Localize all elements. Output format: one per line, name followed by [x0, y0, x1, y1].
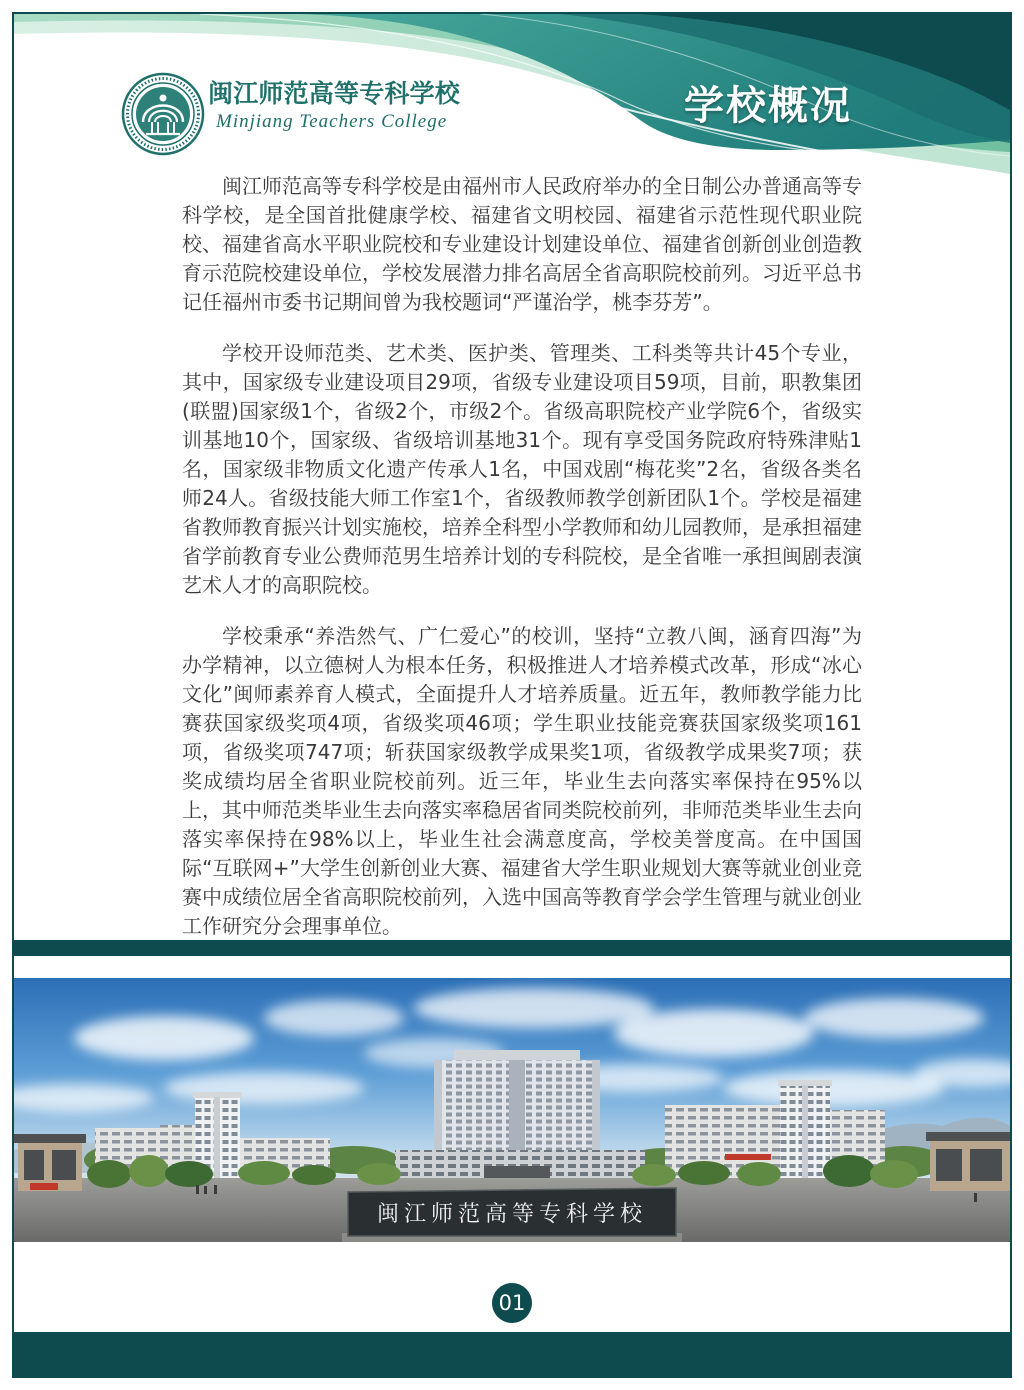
footer-band: [12, 1332, 1012, 1378]
college-logo-icon: [121, 72, 205, 156]
divider-band: [12, 940, 1012, 956]
college-name-chinese: 闽江师范高等专科学校: [208, 79, 461, 108]
stone-sign: [342, 1188, 682, 1242]
overview-paragraph-1: 闽江师范高等专科学校是由福州市人民政府举办的全日制公办普通高等专科学校，是全国首批健康学校、福建省文明校园、福建省示范性现代职业院校、福建省高水平职业院校和专业建设计划建设单位、福建省创新创业创造教育示范院校建设单位，学校发展潜力排名高居全省高职院校前列。习近平总书记任福州市委书记期间曾为我校题词“严谨治学，桃李芬芳”。: [182, 174, 862, 314]
stone-sign-text: 闽江师范高等专科学校: [376, 1202, 648, 1227]
left-gatehouse: [14, 1134, 86, 1191]
overview-paragraph-3: 学校秉承“养浩然气、广仁爱心”的校训，坚持“立教八闽，涵育四海”为办学精神，以立德树人为根本任务，积极推进人才培养模式改革，形成“冰心文化”闽师素养育人模式，全面提升人才培养质量。近五年，教师教学能力比赛获国家级奖项4项，省级奖项46项；学生职业技能竞赛获国家级奖项161项，省级奖项747项；斩获国家级教学成果奖1项，省级教学成果奖7项；获奖成绩均居全省职业院校前列。近三年，毕业生去向落实率保持在95%以上，其中师范类毕业生去向落实率稳居省同类院校前列，非师范类毕业生去向落实率保持在98%以上，毕业生社会满意度高，学校美誉度高。在中国国际“互联网+”大学生创新创业大赛、福建省大学生职业规划大赛等就业创业竞赛中成绩位居全省高职院校前列，入选中国高等教育学会学生管理与就业创业工作研究分会理事单位。: [182, 624, 862, 938]
overview-paragraph-2: 学校开设师范类、艺术类、医护类、管理类、工科类等共计45个专业，其中，国家级专业建设项目29项，省级专业建设项目59项，目前，职教集团(联盟)国家级1个，省级2个，市级2个。省级高职院校产业学院6个，省级实训基地10个，国家级、省级培训基地31个。现有享受国务院政府特殊津贴1名，国家级非物质文化遗产传承人1名，中国戏剧“梅花奖”2名，省级各类名师24人。省级技能大师工作室1个，省级教师教学创新团队1个。学校是福建省教师教育振兴计划实施校，培养全科型小学教师和幼儿园教师，是承担福建省学前教育专业公费师范男生培养计划的专科院校，是全省唯一承担闽剧表演艺术人才的高职院校。: [182, 341, 862, 597]
college-name-english: Minjiang Teachers College: [216, 111, 448, 132]
campus-panorama-photo: [14, 978, 1010, 1242]
page-number: 01: [492, 1283, 532, 1323]
section-title: 学校概况: [684, 83, 852, 129]
right-gatehouse: [926, 1132, 1010, 1191]
school-overview-text: [182, 172, 862, 963]
